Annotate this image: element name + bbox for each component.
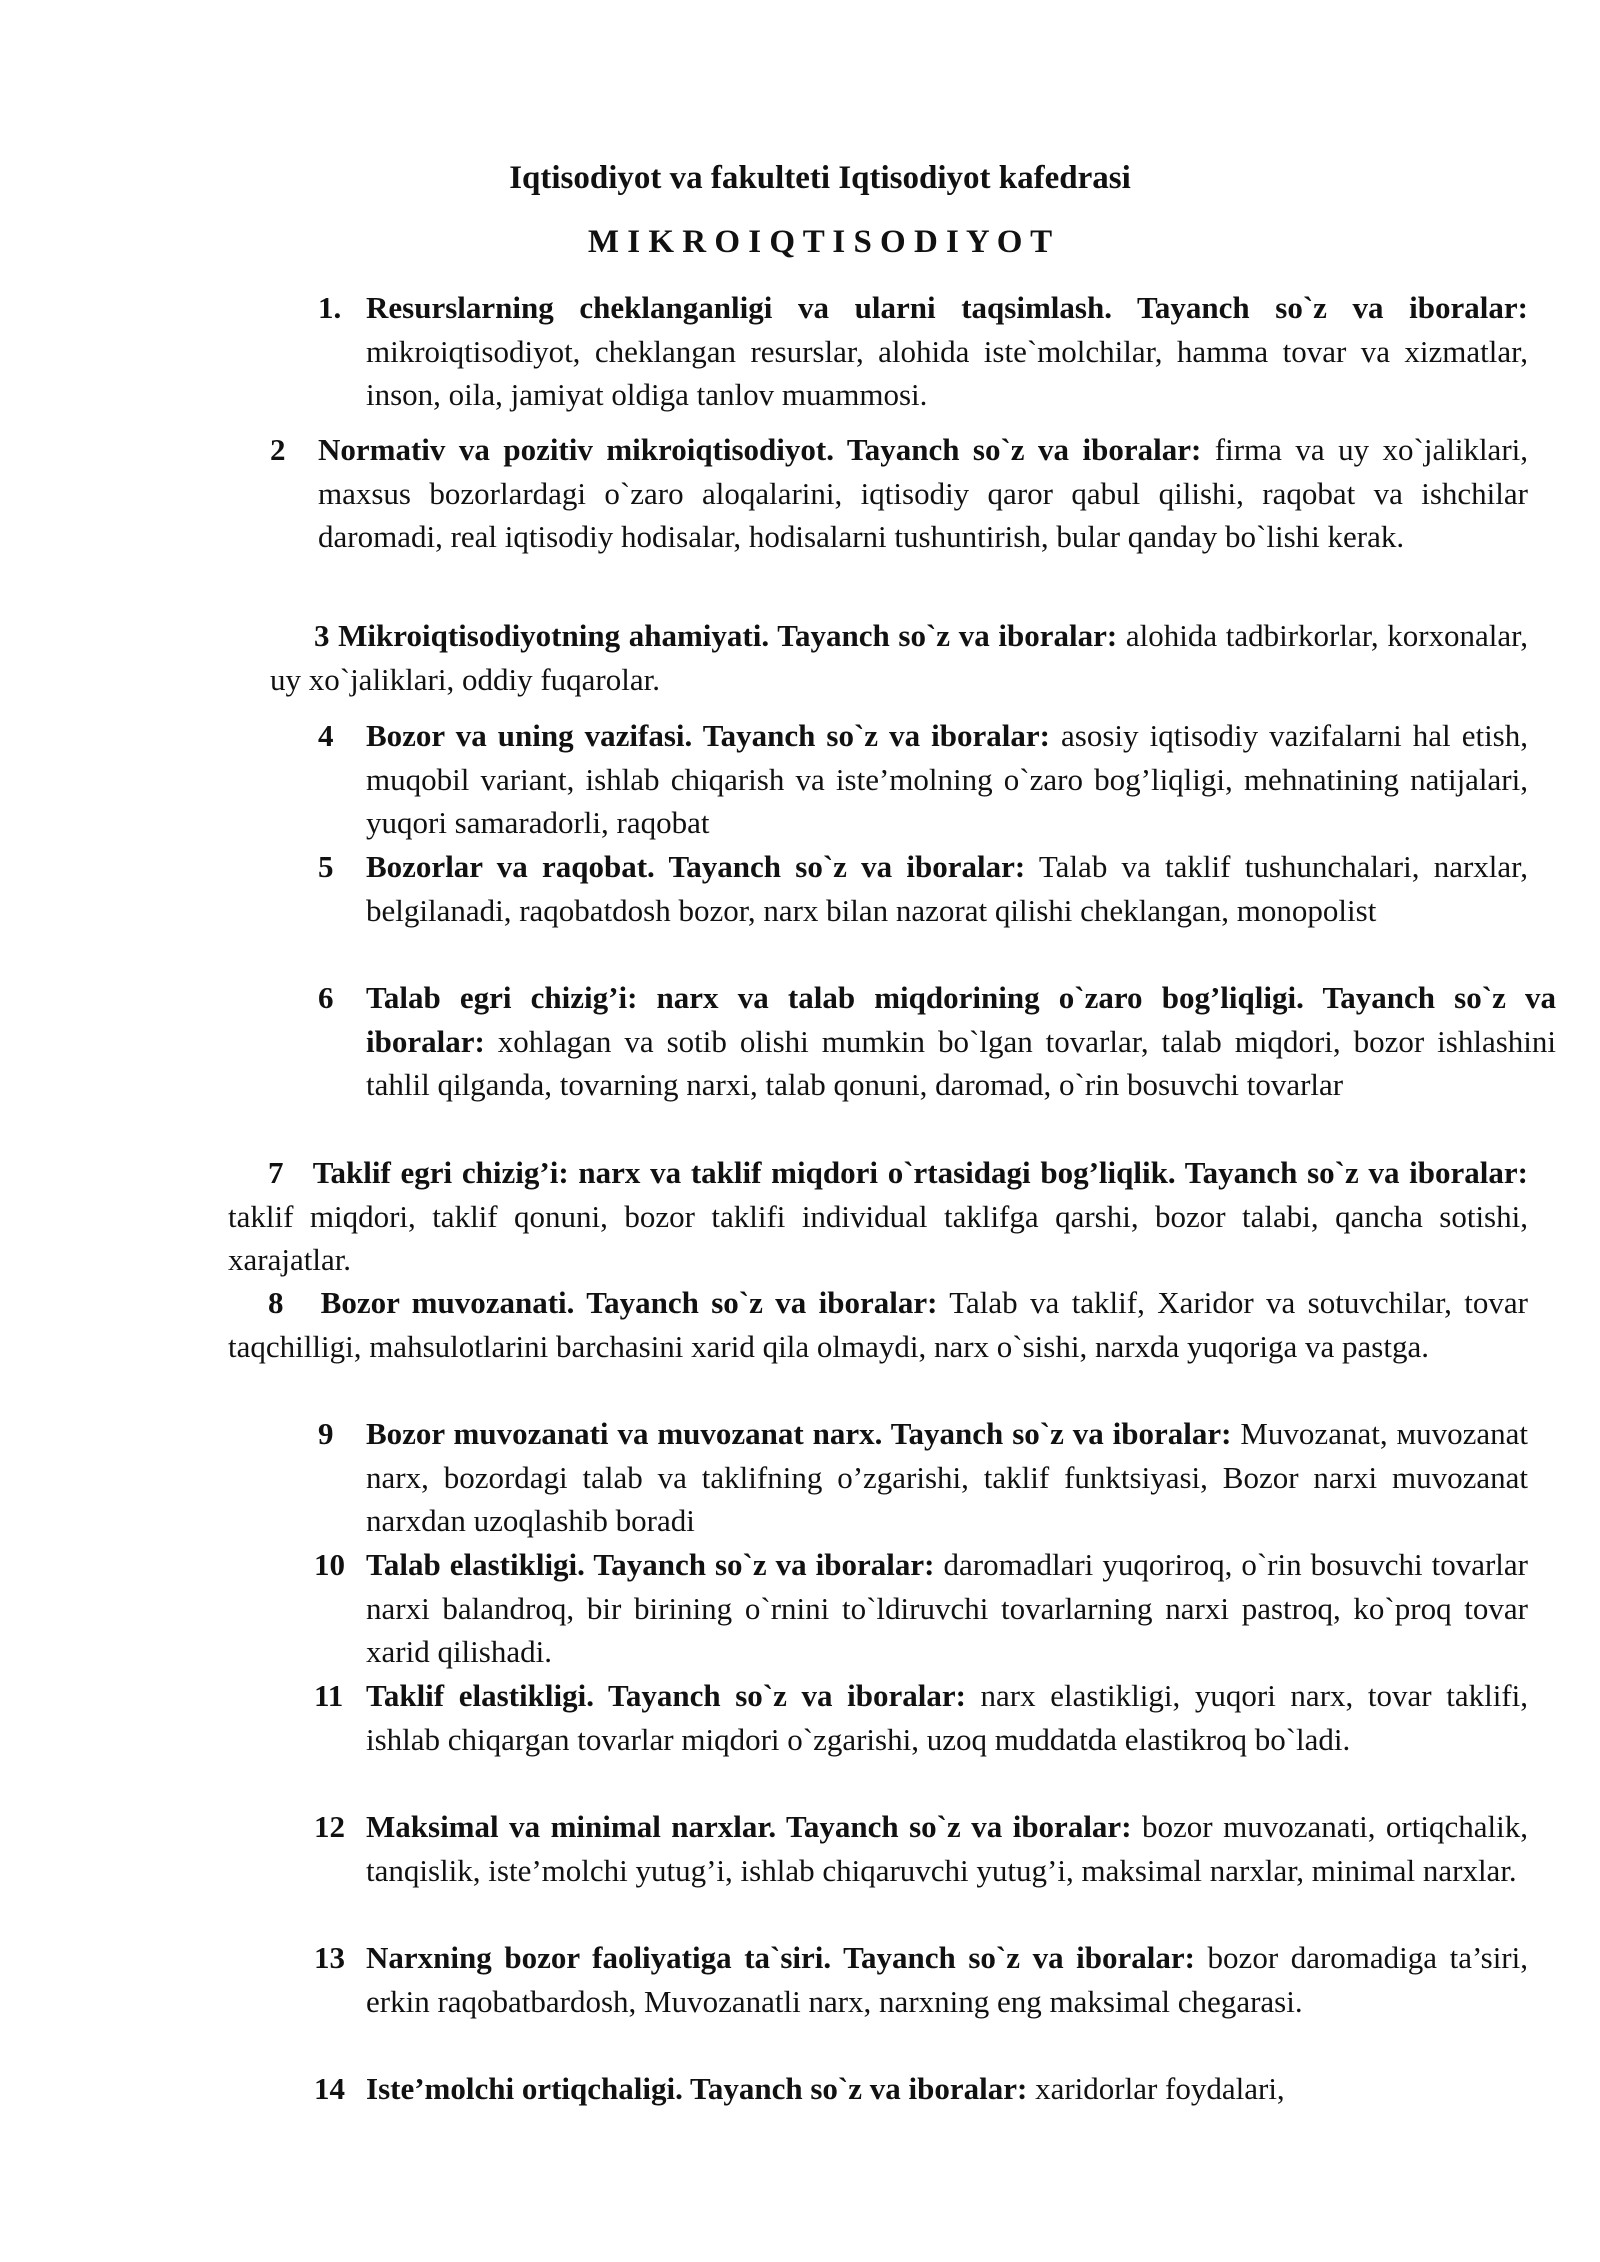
item-number: 7 — [268, 1155, 284, 1190]
document-title: M I K R O I Q T I S O D I Y O T — [587, 224, 1053, 260]
list-item — [314, 1674, 1528, 1761]
item-heading: Bozor muvozanati va muvozanat narx. Tayanch so`z va iboralar: — [366, 1416, 1232, 1451]
item-keywords: firma va uy xo`jaliklari, maxsus bozorlardagi o`zaro aloqalarini, iqtisodiy qaror qabul qilishi, raqobat va ishchilar daromadi, real iqtisodiy hodisalar, hodisalarni tushuntirish, bular qanday bo`lishi kerak. — [318, 432, 1529, 554]
item-number: 3 — [314, 618, 330, 653]
item-keywords: asosiy iqtisodiy vazifalarni hal etish, muqobil variant, ishlab chiqarish va iste’molning o`zaro bog’liqligi, mehnatining natijalari, yuqori samaradorli, raqobat — [366, 718, 1528, 840]
item-keywords: bozor daromadiga ta’siri, erkin raqobatbardosh, Muvozanatli narx, narxning eng maksimal chegarasi. — [366, 1940, 1528, 2019]
item-number: 4 — [318, 718, 334, 753]
list-item — [228, 1151, 1528, 1282]
item-heading: Normativ va pozitiv mikroiqtisodiyot. Tayanch so`z va iboralar: — [318, 432, 1202, 467]
item-heading: Mikroiqtisodiyotning ahamiyati. Tayanch so`z va iboralar: — [338, 618, 1118, 653]
item-number: 12 — [314, 1809, 345, 1844]
list-item — [314, 1936, 1528, 2023]
list-item — [228, 1281, 1528, 1368]
item-keywords: Muvozanat, мuvozanat narx, bozordagi talab va taklifning o’zgarishi, taklif funktsiyasi, Bozor narxi muvozanat narxdan uzoqlashib boradi — [366, 1416, 1528, 1538]
item-number: 1. — [318, 290, 342, 325]
item-heading: Bozorlar va raqobat. Tayanch so`z va iboralar: — [366, 849, 1026, 884]
item-heading: Iste’molchi ortiqchaligi. Tayanch so`z va iboralar: — [366, 2071, 1028, 2106]
item-heading: Maksimal va minimal narxlar. Tayanch so`z va iboralar: — [366, 1809, 1132, 1844]
list-item — [314, 2067, 1528, 2111]
list-item — [318, 1412, 1528, 1543]
item-keywords: bozor muvozanati, ortiqchalik, tanqislik, iste’molchi yutug’i, ishlab chiqaruvchi yutug’i, maksimal narxlar, minimal narxlar. — [366, 1809, 1528, 1888]
item-number: 6 — [318, 980, 334, 1015]
item-number: 11 — [314, 1678, 344, 1713]
list-item — [318, 845, 1528, 932]
list-item — [270, 428, 1529, 559]
item-keywords: narx elastikligi, yuqori narx, tovar taklifi, ishlab chiqargan tovarlar miqdori o`zgarishi, uzoq muddatda elastikroq bo`ladi. — [366, 1678, 1528, 1757]
item-number: 10 — [314, 1547, 345, 1582]
item-heading: Taklif egri chizig’i: narx va taklif miqdori o`rtasidagi bog’liqlik. Tayanch so`z va iboralar: — [312, 1155, 1528, 1190]
item-heading: Bozor va uning vazifasi. Tayanch so`z va iboralar: — [366, 718, 1050, 753]
item-keywords: xohlagan va sotib olishi mumkin bo`lgan tovarlar, talab miqdori, bozor ishlashini tahlil qilganda, tovarning narxi, talab qonuni, daromad, o`rin bosuvchi tovarlar — [366, 1023, 1556, 1102]
list-item — [270, 614, 1528, 701]
list-item — [314, 1543, 1528, 1674]
item-number: 14 — [314, 2071, 345, 2106]
item-keywords: Talab va taklif, Xaridor va sotuvchilar, tovar taqchilligi, mahsulotlarini barchasini xarid qila olmaydi, narx o`sishi, narxda yuqoriga va pastga. — [228, 1285, 1529, 1364]
item-keywords: taklif miqdori, taklif qonuni, bozor taklifi individual taklifga qarshi, bozor talabi, qancha sotishi, xarajatlar. — [228, 1198, 1528, 1277]
item-keywords: xaridorlar foydalari, — [1027, 2071, 1285, 2106]
list-item — [318, 286, 1528, 417]
item-heading: Talab elastikligi. Tayanch so`z va iboralar: — [366, 1547, 935, 1582]
item-number: 9 — [318, 1416, 334, 1451]
department-header: Iqtisodiyot va fakulteti Iqtisodiyot kafedrasi — [509, 160, 1131, 196]
item-number: 2 — [270, 432, 286, 467]
item-heading: Taklif elastikligi. Tayanch so`z va iboralar: — [366, 1678, 966, 1713]
item-number: 13 — [314, 1940, 345, 1975]
item-keywords: Talab va taklif tushunchalari, narxlar, belgilanadi, raqobatdosh bozor, narx bilan nazorat qilishi cheklangan, monopolist — [366, 849, 1528, 928]
item-keywords: daromadlari yuqoriroq, o`rin bosuvchi tovarlar narxi balandroq, bir birining o`rnini to`ldiruvchi tovarlarning narxi pastroq, ko`proq tovar xarid qilishadi. — [366, 1547, 1528, 1669]
item-keywords: alohida tadbirkorlar, korxonalar, uy xo`jaliklari, oddiy fuqarolar. — [270, 618, 1529, 697]
item-heading: Bozor muvozanati. Tayanch so`z va iboralar: — [320, 1285, 938, 1320]
list-item — [314, 1805, 1528, 1892]
item-heading: Resurslarning cheklanganligi va ularni taqsimlash. Tayanch so`z va iboralar: — [366, 290, 1528, 325]
list-item — [318, 714, 1528, 845]
item-heading: Talab egri chizig’i: narx va talab miqdorining o`zaro bog’liqligi. Tayanch so`z va iboralar: — [366, 980, 1556, 1059]
item-keywords: mikroiqtisodiyot, cheklangan resurslar, alohida iste`molchilar, hamma tovar va xizmatlar, inson, oila, jamiyat oldiga tanlov muammosi. — [366, 333, 1528, 412]
item-number: 5 — [318, 849, 334, 884]
list-item — [318, 976, 1556, 1107]
item-number: 8 — [268, 1285, 284, 1320]
item-heading: Narxning bozor faoliyatiga ta`siri. Tayanch so`z va iboralar: — [366, 1940, 1195, 1975]
